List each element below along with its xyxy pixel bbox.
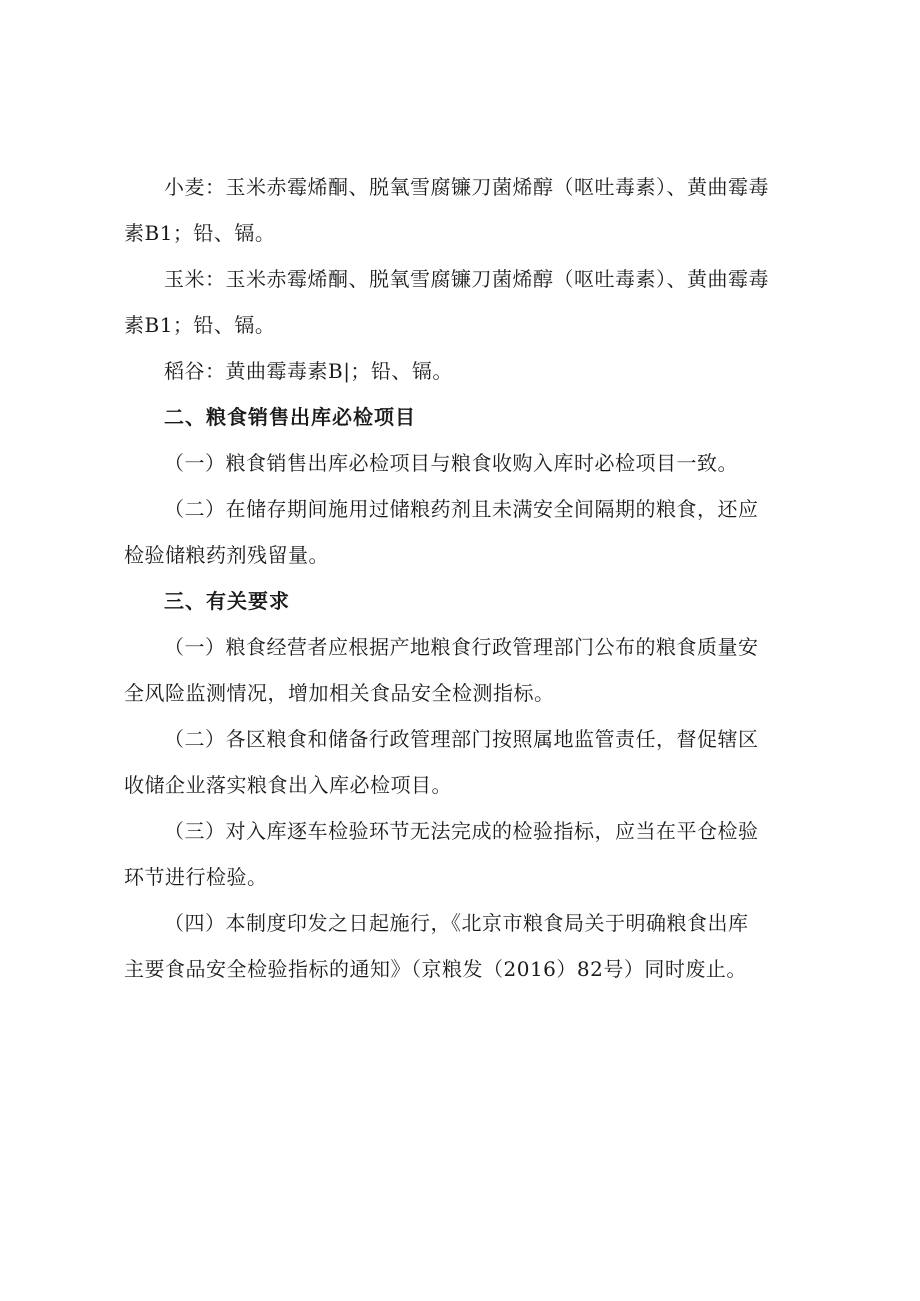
section-3-heading: 三、有关要求 xyxy=(164,589,290,613)
corn-line-1: 玉米：玉米赤霉烯酮、脱氧雪腐镰刀菌烯醇（呕吐毒素）、黄曲霉毒 xyxy=(164,267,769,291)
wheat-line-1: 小麦：玉米赤霉烯酮、脱氧雪腐镰刀菌烯醇（呕吐毒素）、黄曲霉毒 xyxy=(164,175,769,199)
rice-paragraph: 稻谷：黄曲霉毒素B|；铅、镉。 xyxy=(164,359,453,383)
corn-line-2: 素B1；铅、镉。 xyxy=(124,313,276,337)
section-3-item-2-line-1: （二）各区粮食和储备行政管理部门按照属地监管责任，督促辖区 xyxy=(164,727,759,751)
wheat-paragraph xyxy=(124,164,808,256)
document-page xyxy=(124,164,808,992)
section-3-item-3-line-1: （三）对入库逐车检验环节无法完成的检验指标，应当在平仓检验 xyxy=(164,819,759,843)
section-3-item-4-line-2: 主要食品安全检验指标的通知》（京粮发（2016）82号）同时废止。 xyxy=(124,957,747,981)
section-3-item-3 xyxy=(124,808,808,900)
corn-paragraph xyxy=(124,256,808,348)
section-2-heading: 二、粮食销售出库必检项目 xyxy=(164,405,416,429)
section-3-item-1 xyxy=(124,624,808,716)
section-3-item-4 xyxy=(124,900,808,992)
section-3-item-2 xyxy=(124,716,808,808)
section-3-item-4-line-1: （四）本制度印发之日起施行，《北京市粮食局关于明确粮食出库 xyxy=(164,911,749,935)
section-2-item-2-line-1: （二）在储存期间施用过储粮药剂且未满安全间隔期的粮食，还应 xyxy=(164,497,759,521)
wheat-line-2: 素B1；铅、镉。 xyxy=(124,221,276,245)
section-2-item-2 xyxy=(124,486,808,578)
section-3-item-3-line-2: 环节进行检验。 xyxy=(124,865,268,889)
section-2-item-2-line-2: 检验储粮药剂残留量。 xyxy=(124,543,329,567)
section-3-item-2-line-2: 收储企业落实粮食出入库必检项目。 xyxy=(124,773,452,797)
section-3-item-1-line-1: （一）粮食经营者应根据产地粮食行政管理部门公布的粮食质量安 xyxy=(164,635,759,659)
section-3-item-1-line-2: 全风险监测情况，增加相关食品安全检测指标。 xyxy=(124,681,555,705)
section-2-item-1: （一）粮食销售出库必检项目与粮食收购入库时必检项目一致。 xyxy=(164,451,738,475)
